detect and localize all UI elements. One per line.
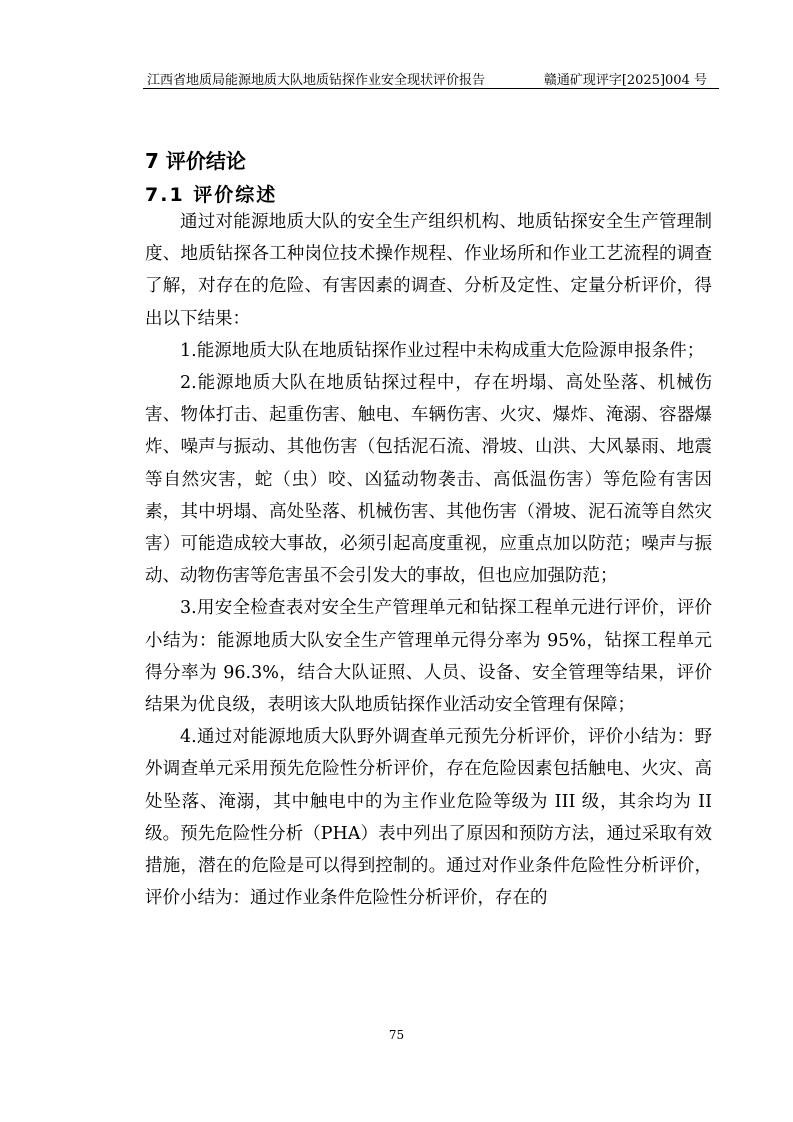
- header-document-number: 赣通矿现评字[2025]004 号: [543, 73, 707, 88]
- paragraph-item-2: 2.能源地质大队在地质钻探过程中，存在坍塌、高处坠落、机械伤害、物体打击、起重伤害、触电、车辆伤害、火灾、爆炸、淹溺、容器爆炸、噪声与振动、其他伤害（包括泥石流、滑坡、山洪、大风暴雨、地震等自然灾害，蛇（虫）咬、凶猛动物袭击、高低温伤害）等危险有害因素，其中坍塌、高处坠落、机械伤害、其他伤害（滑坡、泥石流等自然灾害）可能造成较大事故，必须引起高度重视，应重点加以防范；噪声与振动、动物伤害等危害虽不会引发大的事故，但也应加强防范；: [145, 373, 712, 587]
- subsection-heading: 7.1 评价综述: [145, 184, 278, 206]
- page-number: 75: [388, 1028, 405, 1042]
- paragraph-item-4: 4.通过对能源地质大队野外调查单元预先分析评价，评价小结为：野外调查单元采用预先危险性分析评价，存在危险因素包括触电、火灾、高处坠落、淹溺，其中触电中的为主作业危险等级为 III 级，其余均为 II 级。预先危险性分析（PHA）表中列出了原因和预防方法，通过采取有效措施，潜在的危险是可以得到控制的。通过对作业条件危险性分析评价，评价小结为：通过作业条件危险性分析评价，存在的: [145, 727, 712, 909]
- page-header: [143, 66, 719, 89]
- paragraph-item-3: 3.用安全检查表对安全生产管理单元和钻探工程单元进行评价，评价小结为：能源地质大队安全生产管理单元得分率为 95%，钻探工程单元得分率为 96.3%，结合大队证照、人员、设备、安全管理等结果，评价结果为优良级，表明该大队地质钻探作业活动安全管理有保障；: [145, 598, 712, 716]
- body-text: [145, 206, 712, 914]
- section-heading: 7 评价结论: [145, 149, 246, 173]
- paragraph-item-1: 1.能源地质大队在地质钻探作业过程中未构成重大危险源申报条件；: [180, 340, 705, 361]
- paragraph-intro: 通过对能源地质大队的安全生产组织机构、地质钻探安全生产管理制度、地质钻探各工种岗位技术操作规程、作业场所和作业工艺流程的调查了解，对存在的危险、有害因素的调查、分析及定性、定量分析评价，得出以下结果：: [145, 212, 712, 329]
- header-report-title: 江西省地质局能源地质大队地质钻探作业安全现状评价报告: [147, 73, 486, 88]
